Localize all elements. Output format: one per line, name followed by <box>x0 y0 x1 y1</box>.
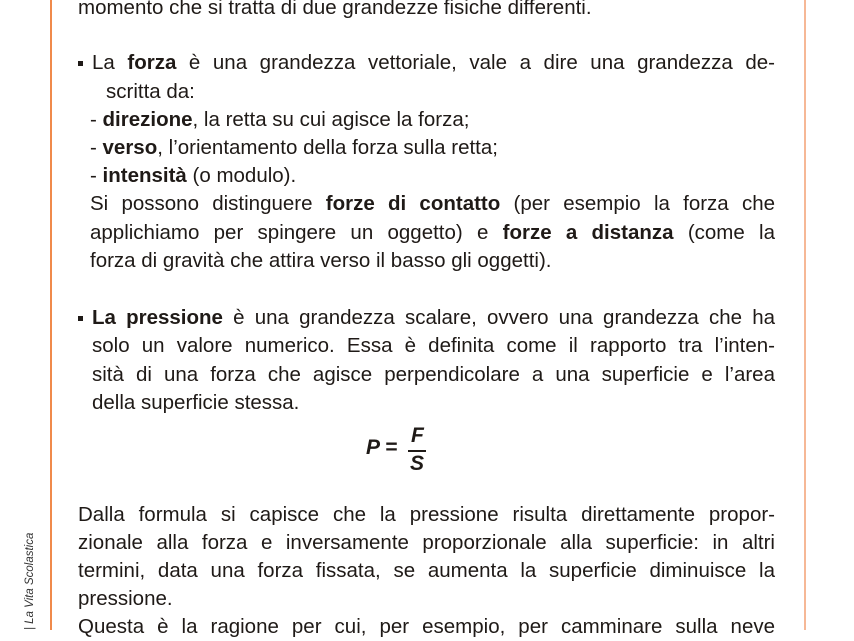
text-segment: forza di gravità che attira verso il basso gli oggetti). <box>90 249 552 272</box>
bold-term: verso <box>102 136 158 159</box>
bold-term: direzione <box>102 108 193 131</box>
text-segment: (come la <box>673 221 775 244</box>
text-segment: zionale alla forza e inversamente proporzionale alla superficie: in altri <box>78 531 775 554</box>
text-segment: pressione. <box>78 587 173 610</box>
text-segment: Si possono distinguere <box>90 192 326 215</box>
text-line <box>92 361 775 389</box>
bullet-forza <box>78 61 83 66</box>
formula-lhs: P = <box>366 436 398 459</box>
text-segment: La <box>92 51 128 74</box>
text-segment: solo un valore numerico. Essa è definita come il rapporto tra l’inten- <box>92 334 775 357</box>
text-line <box>90 106 469 134</box>
text-line <box>92 49 775 77</box>
text-segment: - <box>90 108 103 131</box>
page-margin-rule-right <box>804 0 806 630</box>
text-segment: sità di una forza che agisce perpendicolare a una superficie e l’area <box>92 363 775 386</box>
text-line <box>78 585 173 613</box>
bullet-pressione <box>78 316 83 321</box>
bold-term: forza <box>127 51 177 74</box>
text-line <box>106 78 195 106</box>
text-segment: , l’orientamento della forza sulla retta; <box>157 136 498 159</box>
text-line <box>78 0 592 22</box>
text-segment: Questa è la ragione per cui, per esempio, per camminare sulla neve <box>78 615 775 638</box>
text-line <box>78 529 775 557</box>
text-line <box>78 501 775 529</box>
text-line <box>90 219 775 247</box>
formula-denominator: S <box>410 452 425 475</box>
text-segment: Dalla formula si capisce che la pressione risulta direttamente propor- <box>78 503 775 526</box>
formula-numerator: F <box>411 424 424 447</box>
bold-term: La pressione <box>92 306 223 329</box>
text-segment: è una grandezza scalare, ovvero una grandezza che ha <box>222 306 775 329</box>
text-segment: momento che si tratta di due grandezze fisiche differenti. <box>78 0 592 19</box>
text-line <box>90 190 775 218</box>
text-segment: termini, data una forza fissata, se aumenta la superficie diminuisce la <box>78 559 775 582</box>
text-segment: , la retta su cui agisce la forza; <box>192 108 470 131</box>
page-margin-rule-left <box>50 0 52 630</box>
bold-term: intensità <box>102 164 187 187</box>
text-segment: - <box>90 136 103 159</box>
text-segment: della superficie stessa. <box>92 391 300 414</box>
text-segment: - <box>90 164 103 187</box>
text-segment: è una grandezza vettoriale, vale a dire una grandezza de- <box>176 51 775 74</box>
publisher-credit: | La Vita Scolastica <box>24 532 36 630</box>
bold-term: forze a distanza <box>502 221 674 244</box>
text-line <box>78 613 775 641</box>
text-line <box>90 247 551 275</box>
text-line <box>92 389 299 417</box>
text-line <box>90 162 296 190</box>
text-segment: (o modulo). <box>186 164 297 187</box>
text-line <box>92 304 775 332</box>
text-segment: (per esempio la forza che <box>500 192 776 215</box>
text-segment: scritta da: <box>106 80 195 103</box>
text-line <box>90 134 498 162</box>
text-line <box>78 557 775 585</box>
text-line <box>92 332 775 360</box>
text-segment: applichiamo per spingere un oggetto) e <box>90 221 503 244</box>
bold-term: forze di contatto <box>325 192 501 215</box>
